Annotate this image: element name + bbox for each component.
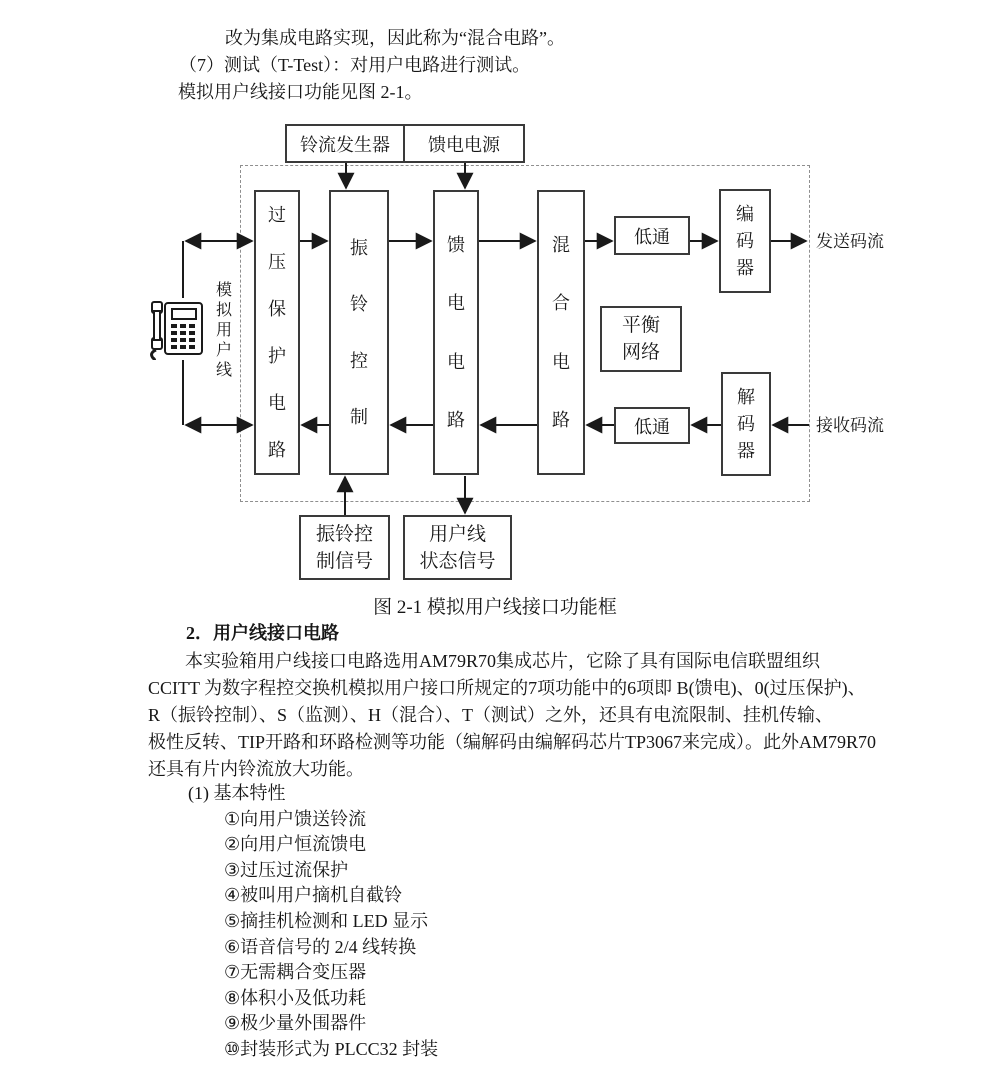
feature-item: ③过压过流保护 [224,859,349,880]
ring-control-label: 振 铃 控 制 [350,238,368,427]
paragraph-line-2: CCITT 为数字程控交换机模拟用户接口所规定的7项功能中的6项即 B(馈电)、0(过压保护)、 [148,678,866,698]
feature-item: ①向用户馈送铃流 [224,808,367,829]
tx-stream-label: 发送码流 [816,232,884,251]
encoder-box [719,189,771,293]
paragraph-line-3: R（振铃控制）、S（监测）、H（混合）、T（测试）之外，还具有电流限制、挂机传输、 [148,705,834,725]
intro-line-3: 模拟用户线接口功能见图 2-1。 [178,82,423,102]
balance-network-box [600,306,682,372]
feed-circuit-label: 馈 电 电 路 [447,235,465,430]
line-status-signal-label: 用户线 状态信号 [419,523,496,572]
decoder-box [721,372,771,476]
ring-control-signal-box [299,515,390,580]
lowpass-top-label: 低通 [634,226,670,247]
subscriber-line-label: 模 拟 用 户 线 [215,282,232,379]
decoder-label: 解 码 器 [737,387,755,461]
feed-circuit-box [433,190,479,475]
feature-item: ⑤摘挂机检测和 LED 显示 [224,910,429,931]
balance-network-label: 平衡 网络 [621,315,660,363]
lowpass-bottom-label: 低通 [634,416,670,437]
section-heading: 2．用户线接口电路 [186,623,339,643]
paragraph-line-5: 还具有片内铃流放大功能。 [148,759,364,779]
hybrid-circuit-box [537,190,585,475]
feature-item: ⑩封装形式为 PLCC32 封装 [224,1038,439,1059]
paragraph-line-4: 极性反转、TIP开路和环路检测等功能（编解码由编解码芯片TP3067来完成）。此外AM79R70 [148,732,877,752]
ring-generator-label: 铃流发生器 [300,134,390,155]
feature-item: ②向用户恒流馈电 [224,834,367,855]
telephone-icon [148,298,206,360]
lowpass-bottom-box [614,407,690,444]
feed-power-label: 馈电电源 [428,134,500,155]
feature-item: ④被叫用户摘机自截铃 [224,885,403,906]
line-status-signal-box [403,515,512,580]
feature-list-intro: (1) 基本特性 [188,783,286,803]
feature-item: ⑧体积小及低功耗 [224,987,367,1008]
overvoltage-protection-label: 过 压 保 护 电 路 [268,205,286,460]
feed-power-box [403,124,525,163]
feature-item: ⑥语音信号的 2/4 线转换 [224,936,417,957]
feature-item: ⑦无需耦合变压器 [224,962,367,983]
feature-list [0,781,438,1063]
intro-line-2: （7）测试（T-Test）：对用户电路进行测试。 [179,55,531,75]
feature-item: ⑨极少量外围器件 [224,1013,367,1034]
rx-stream-label: 接收码流 [816,416,884,435]
ring-control-box [329,190,389,475]
encoder-label: 编 码 器 [736,204,754,278]
ring-control-signal-label: 振铃控 制信号 [315,523,373,572]
paragraph-line-1: 本实验箱用户线接口电路选用AM79R70集成芯片，它除了具有国际电信联盟组织 [185,651,821,671]
intro-line-1: 改为集成电路实现，因此称为“混合电路”。 [225,28,565,48]
figure-caption: 图 2-1 模拟用户线接口功能框 [373,597,617,618]
overvoltage-protection-box [254,190,300,475]
ring-generator-box [285,124,405,163]
hybrid-circuit-label: 混 合 电 路 [552,235,570,430]
figure-2-1-diagram [0,115,990,620]
lowpass-top-box [614,216,690,255]
